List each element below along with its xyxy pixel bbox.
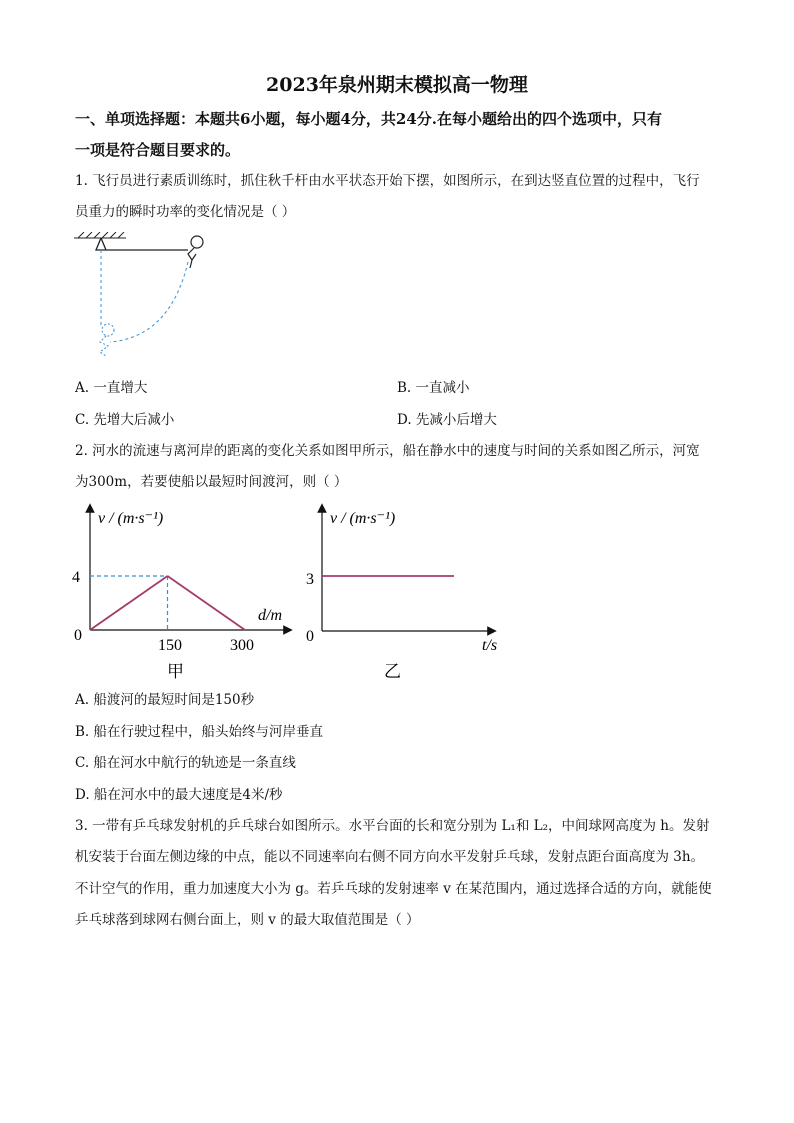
q2-option-b: B. 船在行驶过程中，船头始终与河岸垂直: [75, 724, 324, 740]
yi-y-label: v / (m·s⁻¹): [330, 510, 396, 527]
jia-series-segment: [90, 576, 168, 630]
q2-text-line2: 为300m，若要使船以最短时间渡河，则（ ）: [75, 474, 348, 490]
pilot-head-bottom: [102, 324, 114, 336]
jia-y-label: v / (m·s⁻¹): [98, 510, 164, 527]
jia-xtick-150: 150: [158, 637, 182, 654]
jia-x-label: d/m: [258, 607, 282, 624]
jia-title: 甲: [167, 662, 184, 681]
q1-text-line1: 1. 飞行员进行素质训练时，抓住秋千杆由水平状态开始下摆，如图所示，在到达竖直位置的过程中，飞行: [75, 173, 700, 189]
section-heading-line1: 一、单项选择题：本题共6小题，每小题4分，共24分.在每小题给出的四个选项中，只有: [75, 110, 662, 128]
swing-arc: [110, 262, 188, 342]
q1-text-line2: 员重力的瞬时功率的变化情况是（ ）: [75, 204, 296, 220]
yi-ytick-3: 3: [306, 571, 314, 588]
ceiling-hatch: [74, 232, 126, 238]
q2-option-d: D. 船在河水中的最大速度是4米/秒: [75, 787, 283, 803]
q1-option-c: C. 先增大后减小: [75, 412, 175, 428]
pilot-body-bottom: [100, 336, 108, 356]
jia-xtick-300: 300: [230, 637, 254, 654]
q3-text-line3: 不计空气的作用，重力加速度大小为 g。若乒乓球的发射速率 v 在某范围内，通过选择合适的方向，就能使: [75, 881, 712, 897]
swing-figure: [70, 232, 220, 362]
page-title: 2023年泉州期末模拟高一物理: [266, 74, 528, 96]
section-heading-line2: 一项是符合题目要求的。: [75, 141, 241, 159]
q3-text-line4: 乒乓球落到球网右侧台面上，则 v 的最大取值范围是（ ）: [75, 912, 420, 928]
q2-option-c: C. 船在河水中航行的轨迹是一条直线: [75, 755, 296, 771]
q2-text-line1: 2. 河水的流速与离河岸的距离的变化关系如图甲所示，船在静水中的速度与时间的关系如图乙所示，河宽: [75, 443, 700, 459]
yi-x-label: t/s: [482, 637, 498, 654]
chart-yi: [296, 500, 516, 685]
chart-jia: [60, 500, 300, 685]
q1-option-a: A. 一直增大: [75, 380, 148, 396]
swing-rope: [96, 238, 188, 250]
yi-origin-label: 0: [306, 628, 314, 645]
q1-option-b: B. 一直减小: [397, 380, 470, 396]
pilot-body: [188, 248, 196, 268]
jia-ytick-4: 4: [72, 569, 80, 586]
q3-text-line1: 3. 一带有乒乓球发射机的乒乓球台如图所示。水平台面的长和宽分别为 L₁和 L₂，中间球网高度为 h。发射: [75, 818, 710, 834]
pilot-head: [191, 236, 203, 248]
q3-text-line2: 机安装于台面左侧边缘的中点，能以不同速率向右侧不同方向水平发射乒乓球，发射点距台面高度为 3h。: [75, 849, 705, 865]
jia-series-segment: [168, 576, 246, 630]
q2-option-a: A. 船渡河的最短时间是150秒: [75, 692, 255, 708]
jia-origin-label: 0: [74, 627, 82, 644]
yi-title: 乙: [384, 662, 401, 681]
q1-option-d: D. 先减小后增大: [397, 412, 497, 428]
